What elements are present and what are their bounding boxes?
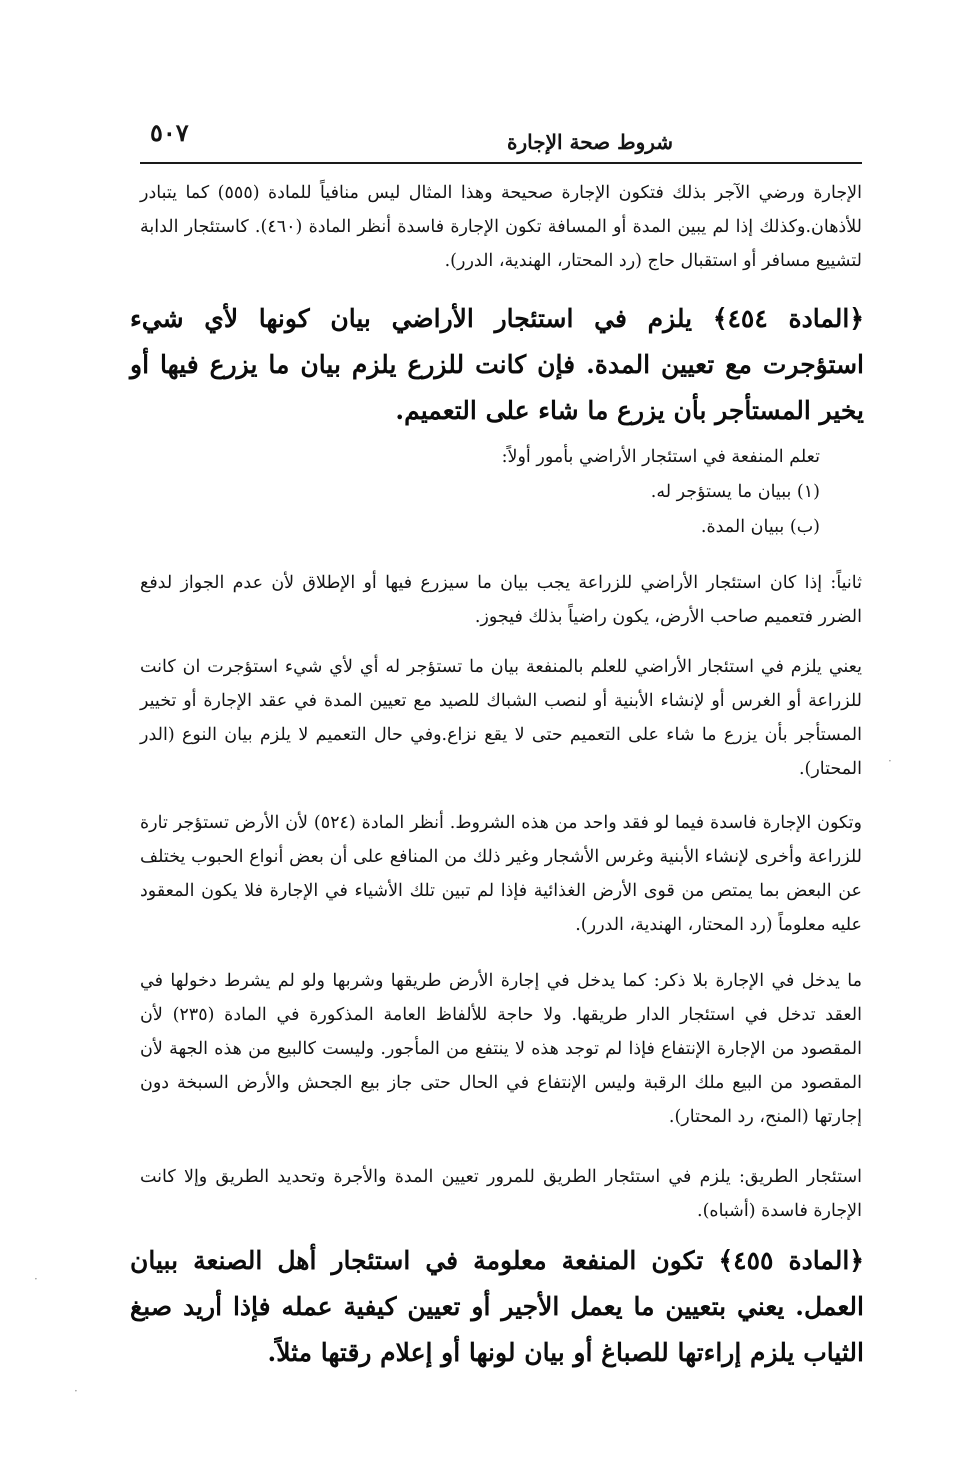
benefit-list-intro: تعلم المنفعة في استئجار الأراضي بأمور أولاً: — [501, 447, 820, 467]
paragraph-intro-text: الإجارة ورضي الآجر بذلك فتكون الإجارة صحيحة وهذا المثال ليس منافياً للمادة (٥٥٥) كما يتبادر للأذهان.وكذلك إذا لم يبين المدة أو المسافة تكون الإجارة فاسدة أنظر المادة (٤٦٠). كاستئجار الدابة لتشييع مسافر أو استقبال حاج (رد المحتار، الهندية، الدرر). — [140, 183, 862, 271]
paragraph-meaning-text: يعني يلزم في استئجار الأراضي للعلم بالمنفعة بيان ما تستؤجر له أي لأي شيء استؤجرت ان كانت للزراعة أو الغرس أو لإنشاء الأبنية أو لنصب الشباك للصيد مع تعيين المدة في عقد الإجارة أو تخيير المستأجر بأن يزرع ما شاء على التعميم حتى لا يقع نزاع.وفي حال التعميم لا يلزم بيان النوع (الدر المحتار). — [140, 657, 862, 779]
benefit-list — [140, 440, 820, 545]
article-454-text: ﴿المادة ٤٥٤﴾ يلزم في استئجار الأراضي بيان كونها لأي شيء استؤجرت مع تعيين المدة. فإن كانت للزرع يلزم بيان ما يزرع فيها أو يخير المستأجر بأن يزرع ما شاء على التعميم. — [130, 304, 865, 425]
paragraph-intro — [140, 176, 862, 278]
benefit-list-item-a: (١) ببيان ما يستؤجر له. — [650, 482, 820, 502]
article-455-text: ﴿المادة ٤٥٥﴾ تكون المنفعة معلومة في استئجار أهل الصنعة ببيان العمل. يعني بتعيين ما يعمل الأجير أو تعيين كيفية عمله فإذا أريد صبغ الثياب يلزم إراءتها للصباغ أو بيان لونها أو إعلام رقتها مثلاً. — [130, 1246, 865, 1367]
paragraph-invalid — [140, 806, 862, 942]
scan-speck: · — [74, 1384, 78, 1398]
paragraph-second — [140, 566, 862, 634]
paragraph-includes — [140, 964, 862, 1134]
running-title: شروط صحة الإجارة — [506, 130, 674, 154]
paragraph-includes-text: ما يدخل في الإجارة بلا ذكر: كما يدخل في إجارة الأرض طريقها وشربها ولو لم يشرط دخولها في العقد تدخل في استئجار الدار طريقها. ولا حاجة للألفاظ العامة المذكورة في المادة (٢٣٥) لأن المقصود من الإجارة الإنتفاع فإذا لم توجد هذه لا ينتفع من المأجور. وليست كالبيع من هذه الجهة لأن المقصود من البيع ملك الرقبة وليس الإنتفاع في الحال حتى جاز بيع الجحش والأرض السبخة دون إجارتها (المنح، رد المحتار). — [140, 971, 862, 1127]
benefit-list-item-b: (ب) ببيان المدة. — [700, 517, 820, 537]
paragraph-invalid-text: وتكون الإجارة فاسدة فيما لو فقد واحد من هذه الشروط. أنظر المادة (٥٢٤) لأن الأرض تستؤجر تارة للزراعة وأخرى لإنشاء الأبنية وغرس الأشجار وغير ذلك من المنافع على أن بعض أنواع الحبوب يختلف عن البعض بما يمتص من قوى الأرض الغذائية فإذا لم تبين تلك الأشياء في الإجارة فلا يكون المعقود عليه معلوماً (رد المحتار، الهندية، الدرر). — [140, 813, 862, 935]
article-455 — [130, 1238, 864, 1376]
paragraph-meaning — [140, 650, 862, 786]
paragraph-road — [140, 1160, 862, 1228]
scan-speck: · — [34, 1272, 38, 1286]
paragraph-road-text: استئجار الطريق: يلزم في استئجار الطريق للمرور تعيين المدة والأجرة وتحديد الطريق وإلا كانت الإجارة فاسدة (أشباه). — [140, 1167, 862, 1221]
page-number: ٥٠٧ — [150, 118, 189, 147]
scan-speck: · — [888, 754, 892, 768]
page-header — [140, 112, 862, 164]
paragraph-second-text: ثانياً: إذا كان استئجار الأراضي للزراعة يجب بيان ما سيزرع فيها أو الإطلاق لأن عدم الجواز لدفع الضرر فتعميم صاحب الأرض، يكون راضياً بذلك فيجوز. — [140, 573, 862, 627]
article-454 — [130, 296, 864, 434]
